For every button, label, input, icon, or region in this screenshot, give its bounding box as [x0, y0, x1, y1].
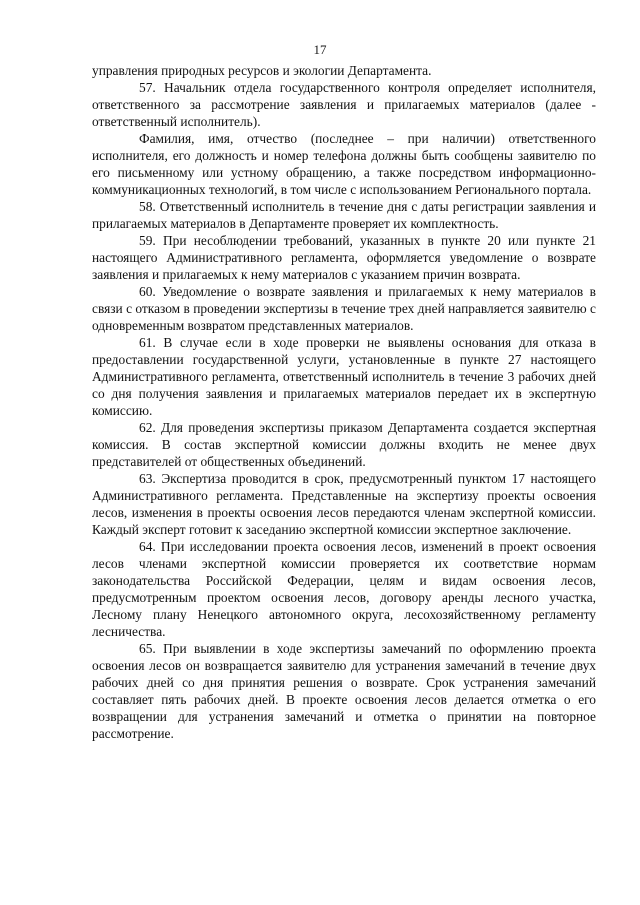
paragraph-59: 59. При несоблюдении требований, указанных в пункте 20 или пункте 21 настоящего Административного регламента, оформляется уведомление о возврате заявления и прилагаемых к нему материалов с указанием причин возврата.: [92, 233, 596, 282]
paragraph-63: 63. Экспертиза проводится в срок, предусмотренный пунктом 17 настоящего Административного регламента. Представленные на экспертизу проекты освоения лесов, изменения в проекты освоения лесов передаются членам экспертной комиссии. Каждый эксперт готовит к заседанию экспертной комиссии экспертное заключение.: [92, 471, 596, 537]
body-text: [92, 62, 596, 742]
paragraph-61: 61. В случае если в ходе проверки не выявлены основания для отказа в предоставлении государственной услуги, установленные в пункте 27 настоящего Административного регламента, ответственный исполнитель в течение 3 рабочих дней со дня получения заявления и прилагаемых материалов передает их в экспертную комиссию.: [92, 335, 596, 418]
paragraph-62: 62. Для проведения экспертизы приказом Департамента создается экспертная комиссия. В состав экспертной комиссии должны входить не менее двух представителей от общественных объединений.: [92, 420, 596, 469]
paragraph-58: 58. Ответственный исполнитель в течение дня с даты регистрации заявления и прилагаемых материалов в Департаменте проверяет их комплектность.: [92, 199, 596, 231]
paragraph-64: 64. При исследовании проекта освоения лесов, изменений в проект освоения лесов членами экспертной комиссии проверяется их соответствие нормам законодательства Российской Федерации, целям и видам освоения лесов, предусмотренным проектом освоения лесов, договору аренды лесного участка, Лесному плану Ненецкого автономного округа, лесохозяйственному регламенту лесничества.: [92, 539, 596, 639]
paragraph-57: 57. Начальник отдела государственного контроля определяет исполнителя, ответственного за рассмотрение заявления и прилагаемых материалов (далее - ответственный исполнитель).: [92, 80, 596, 129]
page-number: 17: [313, 42, 327, 57]
paragraph-60: 60. Уведомление о возврате заявления и прилагаемых к нему материалов в связи с отказом в проведении экспертизы в течение трех дней направляется заявителю с одновременным возвратом представленных материалов.: [92, 284, 596, 333]
paragraph-65: 65. При выявлении в ходе экспертизы замечаний по оформлению проекта освоения лесов он возвращается заявителю для устранения замечаний в течение двух рабочих дней со дня принятия решения о возврате. Срок устранения замечаний составляет пять рабочих дней. В проекте освоения лесов делается отметка о его возвращении для устранения замечаний и отметка о принятии на повторное рассмотрение.: [92, 641, 596, 741]
paragraph-continuation: управления природных ресурсов и экологии Департамента.: [92, 63, 432, 78]
paragraph-57-contact: Фамилия, имя, отчество (последнее – при наличии) ответственного исполнителя, его должность и номер телефона должны быть сообщены заявителю по его письменному или устному обращению, а также посредством информационно-коммуникационных технологий, в том числе с использованием Регионального портала.: [92, 131, 596, 197]
